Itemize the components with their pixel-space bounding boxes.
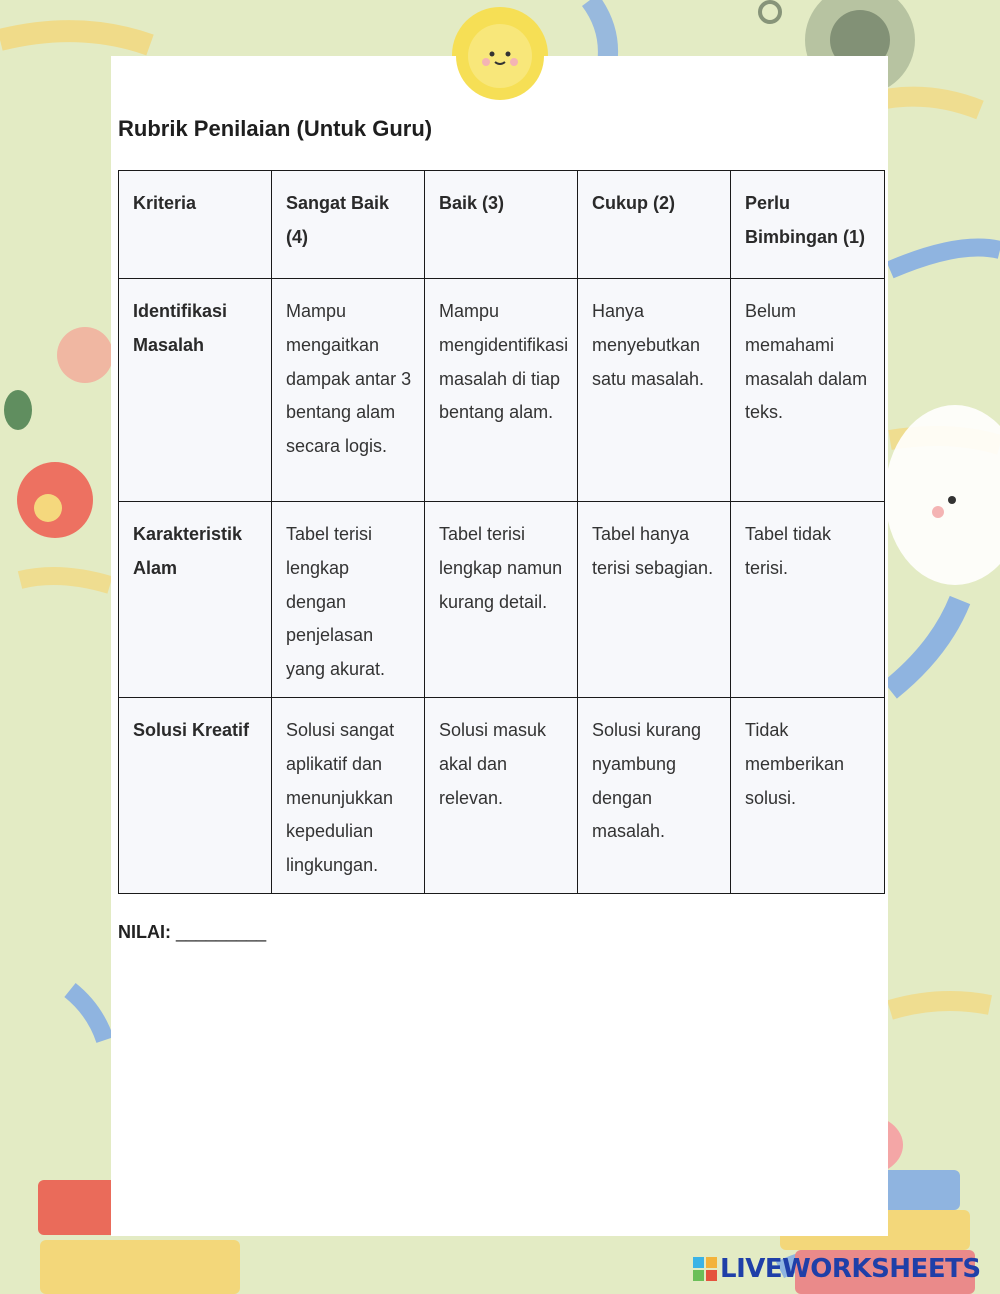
table-cell: Tabel terisi lengkap namun kurang detail.: [425, 502, 578, 698]
table-cell: Belum memahami masalah dalam teks.: [731, 279, 885, 502]
table-row: [119, 279, 885, 502]
rubric-table: [118, 170, 885, 894]
table-row: [119, 697, 885, 893]
table-cell: Solusi masuk akal dan relevan.: [425, 697, 578, 893]
table-cell: Tidak memberikan solusi.: [731, 697, 885, 893]
score-field: [118, 922, 266, 943]
row-criterion: Identifikasi Masalah: [119, 279, 272, 502]
logo-wordmark: LIVEWORKSHEETS: [720, 1254, 981, 1284]
header-baik: Baik (3): [425, 171, 578, 279]
liveworksheets-logo: [693, 1254, 981, 1284]
score-label: NILAI:: [118, 922, 171, 942]
table-cell: Hanya menyebutkan satu masalah.: [578, 279, 731, 502]
sun-icon: [452, 8, 548, 104]
row-criterion: Solusi Kreatif: [119, 697, 272, 893]
header-perlu-bimbingan: Perlu Bimbingan (1): [731, 171, 885, 279]
header-cukup: Cukup (2): [578, 171, 731, 279]
table-cell: Mampu mengaitkan dampak antar 3 bentang alam secara logis.: [272, 279, 425, 502]
header-sangat-baik: Sangat Baik (4): [272, 171, 425, 279]
header-kriteria: Kriteria: [119, 171, 272, 279]
table-cell: Mampu mengidentifikasi masalah di tiap bentang alam.: [425, 279, 578, 502]
liveworksheets-logo-icon: [693, 1257, 717, 1281]
table-cell: Tabel tidak terisi.: [731, 502, 885, 698]
score-blank[interactable]: _________: [176, 922, 267, 942]
table-header-row: [119, 171, 885, 279]
table-cell: Solusi kurang nyambung dengan masalah.: [578, 697, 731, 893]
page-title: Rubrik Penilaian (Untuk Guru): [118, 116, 433, 141]
table-cell: Tabel terisi lengkap dengan penjelasan yang akurat.: [272, 502, 425, 698]
table-row: [119, 502, 885, 698]
table-cell: Tabel hanya terisi sebagian.: [578, 502, 731, 698]
table-cell: Solusi sangat aplikatif dan menunjukkan kepedulian lingkungan.: [272, 697, 425, 893]
row-criterion: Karakteristik Alam: [119, 502, 272, 698]
